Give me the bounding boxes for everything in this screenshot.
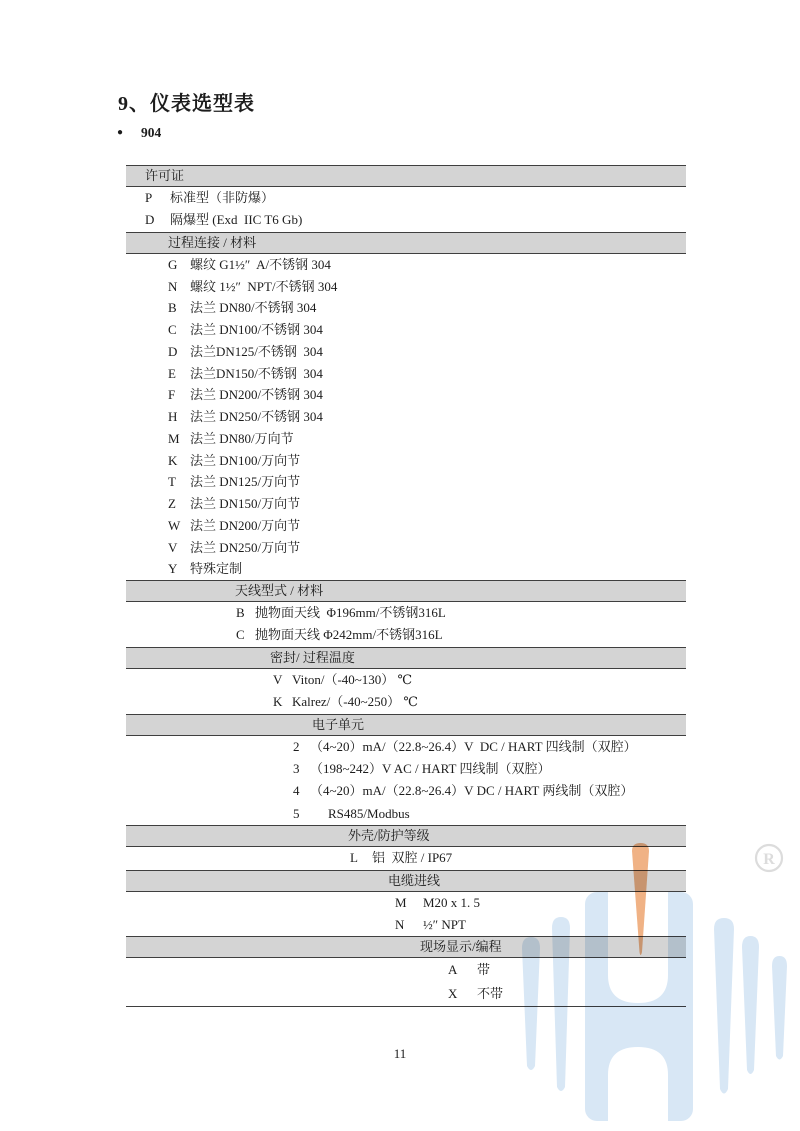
- option-code: D: [145, 212, 155, 228]
- section-header-row: [126, 165, 686, 187]
- option-row: [126, 276, 686, 298]
- option-row: [126, 892, 686, 914]
- option-row: [126, 780, 686, 802]
- section-header-label: 电缆进线: [388, 872, 441, 888]
- option-row: [126, 493, 686, 515]
- option-label: 法兰 DN80/不锈钢 304: [190, 300, 317, 316]
- option-row: [126, 515, 686, 537]
- section-header-label: 电子单元: [312, 716, 365, 732]
- option-row: [126, 758, 686, 780]
- option-code: M: [395, 894, 407, 910]
- option-code: B: [168, 300, 177, 316]
- option-code: P: [145, 190, 153, 205]
- option-label: 法兰 DN100/万向节: [190, 452, 301, 468]
- option-row: [126, 847, 686, 869]
- option-code: Z: [168, 496, 176, 512]
- model-number-label: 904: [141, 125, 162, 140]
- option-row: [126, 982, 686, 1006]
- option-row: [126, 471, 686, 493]
- table-section: [126, 232, 686, 580]
- section-header-label: 过程连接 / 材料: [168, 234, 257, 250]
- section-header-label: 天线型式 / 材料: [235, 583, 324, 599]
- table-section: [126, 580, 686, 647]
- option-label: ½″ NPT: [423, 916, 466, 932]
- table-section: [126, 936, 686, 1006]
- section-header-label: 密封/ 过程温度: [270, 649, 355, 665]
- option-row: [126, 297, 686, 319]
- option-label: 不带: [477, 986, 504, 1002]
- section-header-label: 现场显示/编程: [420, 939, 502, 955]
- option-row: [126, 428, 686, 450]
- option-row: [126, 537, 686, 559]
- option-code: C: [236, 627, 245, 643]
- section-header-row: [126, 936, 686, 958]
- option-label: 法兰 DN250/万向节: [190, 539, 301, 555]
- option-row: [126, 736, 686, 758]
- option-code: V: [168, 539, 178, 555]
- section-header-row: [126, 714, 686, 736]
- section-header-row: [126, 870, 686, 892]
- selection-table: [126, 165, 686, 1007]
- option-label: Kalrez/（-40~250） ℃: [292, 694, 418, 710]
- option-label: 铝 双腔 / IP67: [372, 850, 453, 866]
- option-label: 法兰 DN250/不锈钢 304: [190, 409, 323, 425]
- option-label: 隔爆型 (Exd IIC T6 Gb): [170, 212, 303, 228]
- option-row: [126, 341, 686, 363]
- option-row: [126, 406, 686, 428]
- option-row: [126, 914, 686, 936]
- option-code: 2: [293, 738, 300, 754]
- option-label: 螺纹 G1½″ A/不锈钢 304: [190, 256, 331, 272]
- option-code: H: [168, 409, 178, 425]
- option-row: [126, 319, 686, 341]
- option-row: [126, 669, 686, 691]
- option-label: 抛物面天线 Φ242mm/不锈钢316L: [255, 627, 443, 643]
- option-label: 法兰DN150/不锈钢 304: [190, 365, 323, 381]
- table-section: [126, 870, 686, 937]
- option-code: 5: [293, 805, 300, 821]
- option-row: [126, 691, 686, 713]
- option-label: 带: [477, 962, 491, 978]
- option-label: 抛物面天线 Φ196mm/不锈钢316L: [255, 605, 446, 621]
- option-row: [126, 803, 686, 825]
- option-label: M20 x 1. 5: [423, 894, 481, 910]
- watermark-bar-right-outer: [772, 956, 787, 1060]
- option-label: 标准型（非防爆）: [170, 190, 275, 205]
- option-row: [126, 209, 686, 231]
- bullet-line: [117, 124, 161, 142]
- option-code: W: [168, 517, 181, 533]
- table-section: [126, 714, 686, 826]
- registered-mark-icon: [756, 845, 782, 871]
- section-header-row: [126, 647, 686, 669]
- option-row: [126, 384, 686, 406]
- option-label: 特殊定制: [190, 561, 243, 577]
- page-title: 9、仪表选型表: [118, 93, 255, 115]
- option-label: （198~242）V AC / HART 四线制（双腔）: [310, 760, 551, 776]
- option-code: B: [236, 605, 245, 621]
- option-code: E: [168, 365, 176, 381]
- option-code: Y: [168, 561, 178, 577]
- option-row: [126, 558, 686, 580]
- section-header-label: 外壳/防护等级: [348, 828, 430, 844]
- option-label: 法兰 DN80/万向节: [190, 430, 294, 446]
- option-label: Viton/（-40~130） ℃: [292, 671, 413, 687]
- option-code: D: [168, 343, 178, 359]
- option-code: N: [395, 916, 405, 932]
- option-label: 法兰 DN200/万向节: [190, 517, 301, 533]
- option-code: K: [273, 694, 283, 710]
- option-row: [126, 450, 686, 472]
- option-code: C: [168, 322, 177, 338]
- option-row: [126, 958, 686, 982]
- option-label: 法兰DN125/不锈钢 304: [190, 343, 323, 359]
- option-row: [126, 254, 686, 276]
- section-header-row: [126, 232, 686, 254]
- option-code: T: [168, 474, 176, 490]
- table-section: [126, 165, 686, 232]
- option-code: N: [168, 278, 178, 294]
- option-code: X: [448, 986, 458, 1002]
- option-code: F: [168, 387, 176, 403]
- option-label: 法兰 DN150/万向节: [190, 496, 301, 512]
- option-row: [126, 187, 686, 209]
- svg-text:R: R: [763, 851, 775, 868]
- option-code: M: [168, 430, 180, 446]
- option-code: K: [168, 452, 178, 468]
- section-header-row: [126, 580, 686, 602]
- option-label: 法兰 DN125/万向节: [190, 474, 301, 490]
- page-number: 11: [393, 1046, 407, 1061]
- option-label: RS485/Modbus: [328, 805, 410, 821]
- option-label: （4~20）mA/（22.8~26.4）V DC / HART 两线制（双腔）: [310, 783, 634, 799]
- option-code: 4: [293, 783, 300, 799]
- table-section: [126, 647, 686, 714]
- option-row: [126, 602, 686, 624]
- option-code: 3: [293, 760, 300, 776]
- option-code: A: [448, 962, 458, 978]
- watermark-bar-right-inner: [714, 918, 734, 1094]
- option-label: （4~20）mA/（22.8~26.4）V DC / HART 四线制（双腔）: [310, 738, 637, 754]
- section-header-label: 许可证: [145, 168, 185, 183]
- option-code: G: [168, 256, 178, 272]
- option-row: [126, 363, 686, 385]
- option-label: 法兰 DN200/不锈钢 304: [190, 387, 323, 403]
- option-label: 螺纹 1½″ NPT/不锈钢 304: [190, 278, 338, 294]
- section-header-row: [126, 825, 686, 847]
- option-code: L: [350, 850, 358, 866]
- option-code: V: [273, 671, 283, 687]
- bullet-icon: ●: [117, 127, 124, 138]
- option-label: 法兰 DN100/不锈钢 304: [190, 322, 323, 338]
- option-row: [126, 624, 686, 646]
- table-section: [126, 825, 686, 869]
